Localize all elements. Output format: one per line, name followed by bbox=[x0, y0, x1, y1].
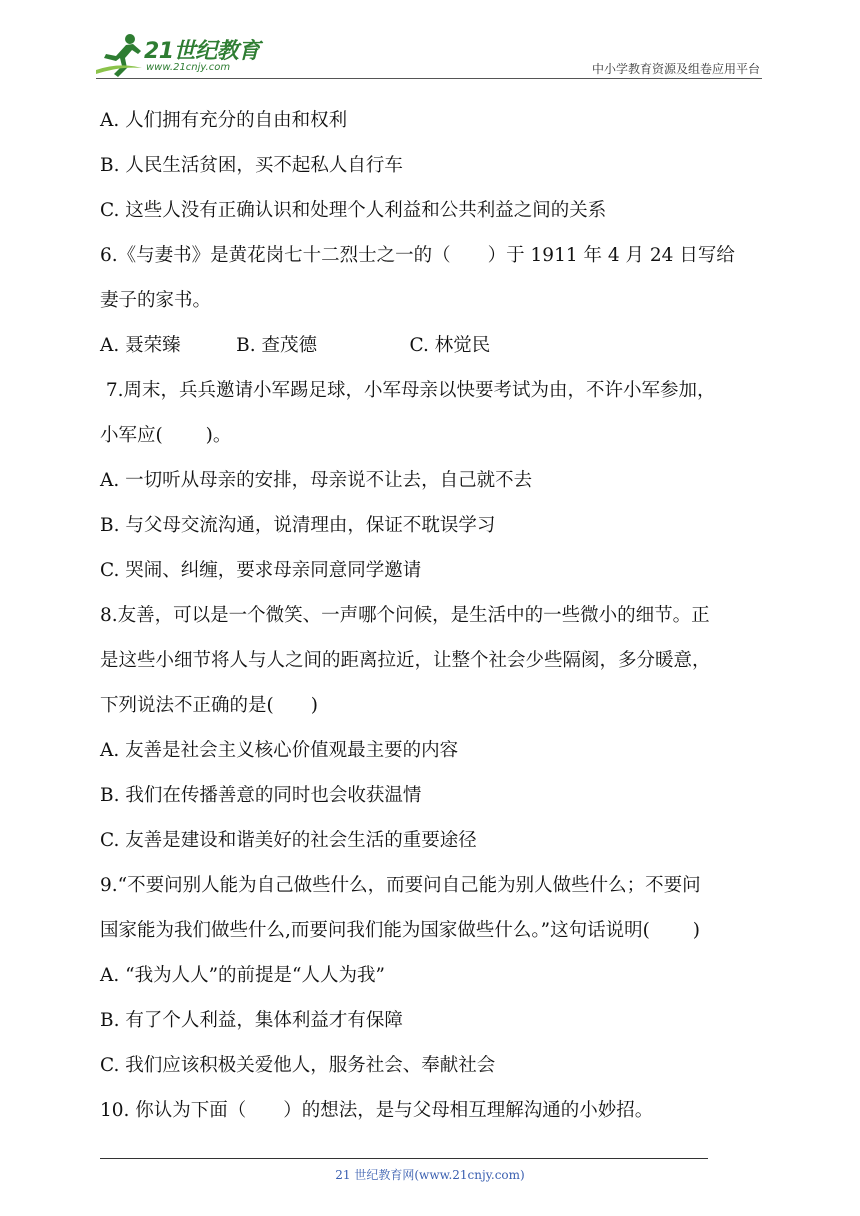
text-line: 6.《与妻书》是黄花岗七十二烈士之一的（ ）于 1911 年 4 月 24 日写给 bbox=[100, 245, 735, 266]
text-line: 小军应( )。 bbox=[100, 425, 232, 446]
text-line: C. 这些人没有正确认识和处理个人利益和公共利益之间的关系 bbox=[100, 200, 607, 221]
text-line: 7.周末，兵兵邀请小军踢足球，小军母亲以快要考试为由，不许小军参加， bbox=[100, 380, 716, 401]
text-line: 8.友善，可以是一个微笑、一声哪个问候，是生活中的一些微小的细节。正 bbox=[100, 605, 710, 626]
text-line: A. 一切听从母亲的安排，母亲说不让去，自己就不去 bbox=[100, 470, 533, 491]
text-line: B. 我们在传播善意的同时也会收获温情 bbox=[100, 785, 422, 806]
text-line: A. 友善是社会主义核心价值观最主要的内容 bbox=[100, 740, 459, 761]
text-line: 是这些小细节将人与人之间的距离拉近，让整个社会少些隔阂，多分暖意， bbox=[100, 650, 711, 671]
text-line: A. “我为人人”的前提是“人人为我” bbox=[100, 965, 385, 986]
runner-logo-icon bbox=[96, 32, 144, 78]
page-footer: 21 世纪教育网(www.21cnjy.com) bbox=[335, 1168, 525, 1182]
text-line: C. 哭闹、纠缠，要求母亲同意同学邀请 bbox=[100, 560, 422, 581]
header-divider bbox=[96, 78, 762, 79]
text-line: B. 人民生活贫困，买不起私人自行车 bbox=[100, 155, 403, 176]
site-logo bbox=[96, 32, 266, 80]
text-line: 下列说法不正确的是( ) bbox=[100, 695, 318, 716]
text-line: B. 与父母交流沟通，说清理由，保证不耽误学习 bbox=[100, 515, 496, 536]
page-header bbox=[0, 0, 860, 90]
logo-url: www.21cnjy.com bbox=[146, 62, 231, 73]
text-line: 妻子的家书。 bbox=[100, 290, 212, 311]
text-line: A. 聂荣臻 B. 查茂德 C. 林觉民 bbox=[100, 335, 491, 356]
text-line: B. 有了个人利益，集体利益才有保障 bbox=[100, 1010, 403, 1031]
text-line: C. 我们应该积极关爱他人，服务社会、奉献社会 bbox=[100, 1055, 496, 1076]
logo-text: 21世纪教育 bbox=[144, 39, 260, 64]
text-line: 10. 你认为下面（ ）的想法，是与父母相互理解沟通的小妙招。 bbox=[100, 1100, 654, 1121]
text-line: 9.“不要问别人能为自己做些什么，而要问自己能为别人做些什么；不要问 bbox=[100, 875, 701, 896]
text-line: C. 友善是建设和谐美好的社会生活的重要途径 bbox=[100, 830, 477, 851]
text-line: A. 人们拥有充分的自由和权利 bbox=[100, 110, 348, 131]
text-line: 国家能为我们做些什么,而要问我们能为国家做些什么。”这句话说明( ) bbox=[100, 920, 700, 941]
footer-divider bbox=[100, 1158, 708, 1159]
header-tagline: 中小学教育资源及组卷应用平台 bbox=[591, 62, 760, 76]
